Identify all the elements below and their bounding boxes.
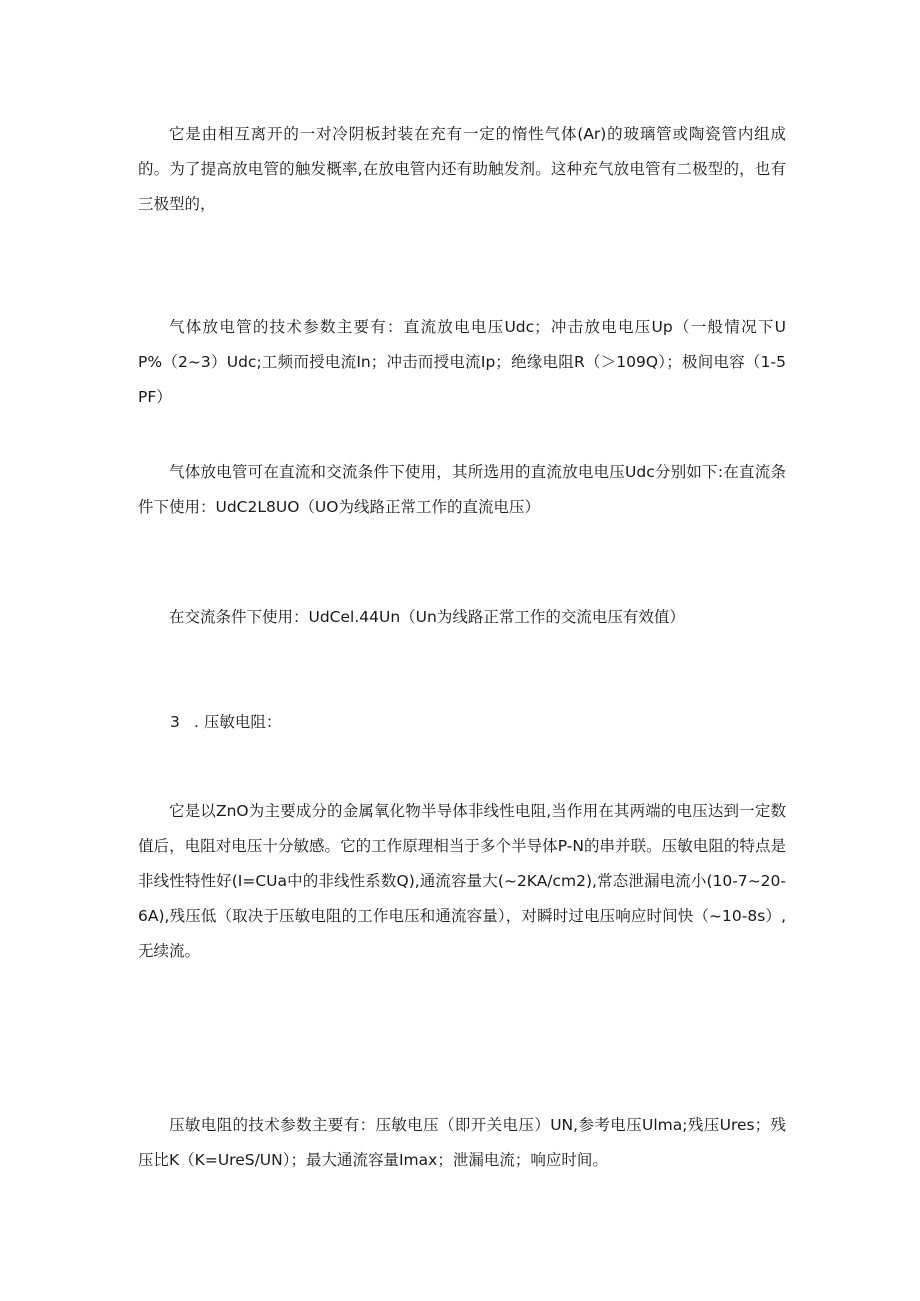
section-title: . 压敏电阻： <box>194 713 282 731</box>
section-number: 3 <box>170 713 180 731</box>
paragraph-gas-discharge-parameters: 气体放电管的技术参数主要有：直流放电电压Udc；冲击放电电压Up（一般情况下UP%（2~3）Udc;工频而授电流In；冲击而授电流Ip；绝缘电阻R（＞109Q）；极间电容（1-5PF） <box>138 318 786 406</box>
paragraph-ac-usage: 在交流条件下使用：UdCel.44Un（Un为线路正常工作的交流电压有效值） <box>169 608 685 626</box>
paragraph-dc-usage: 气体放电管可在直流和交流条件下使用，其所选用的直流放电电压Udc分别如下:在直流条件下使用：UdC2L8UO（UO为线路正常工作的直流电压） <box>138 463 786 516</box>
paragraph-varistor-parameters: 压敏电阻的技术参数主要有：压敏电压（即开关电压）UN,参考电压Ulma;残压Ures；残压比K（K=UreS/UN）；最大通流容量Imax；泄漏电流；响应时间。 <box>138 1116 786 1169</box>
paragraph-varistor-description: 它是以ZnO为主要成分的金属氧化物半导体非线性电阻,当作用在其两端的电压达到一定数值后，电阻对电压十分敏感。它的工作原理相当于多个半导体P-N的串并联。压敏电阻的特点是非线性特性好(I=CUa中的非线性系数Q),通流容量大(~2KA∕cm2),常态泄漏电流小(10-7~20-6A),残压低（取决于压敏电阻的工作电压和通流容量），对瞬时过电压响应时间快（~10-8s）,无续流。 <box>138 802 786 960</box>
paragraph-gas-discharge-structure: 它是由相互离开的一对冷阴板封装在充有一定的惰性气体(Ar)的玻璃管或陶瓷管内组成的。为了提高放电管的触发概率,在放电管内还有助触发剂。这种充气放电管有二极型的，也有三极型的， <box>138 125 786 213</box>
section-heading-varistor <box>170 705 281 740</box>
